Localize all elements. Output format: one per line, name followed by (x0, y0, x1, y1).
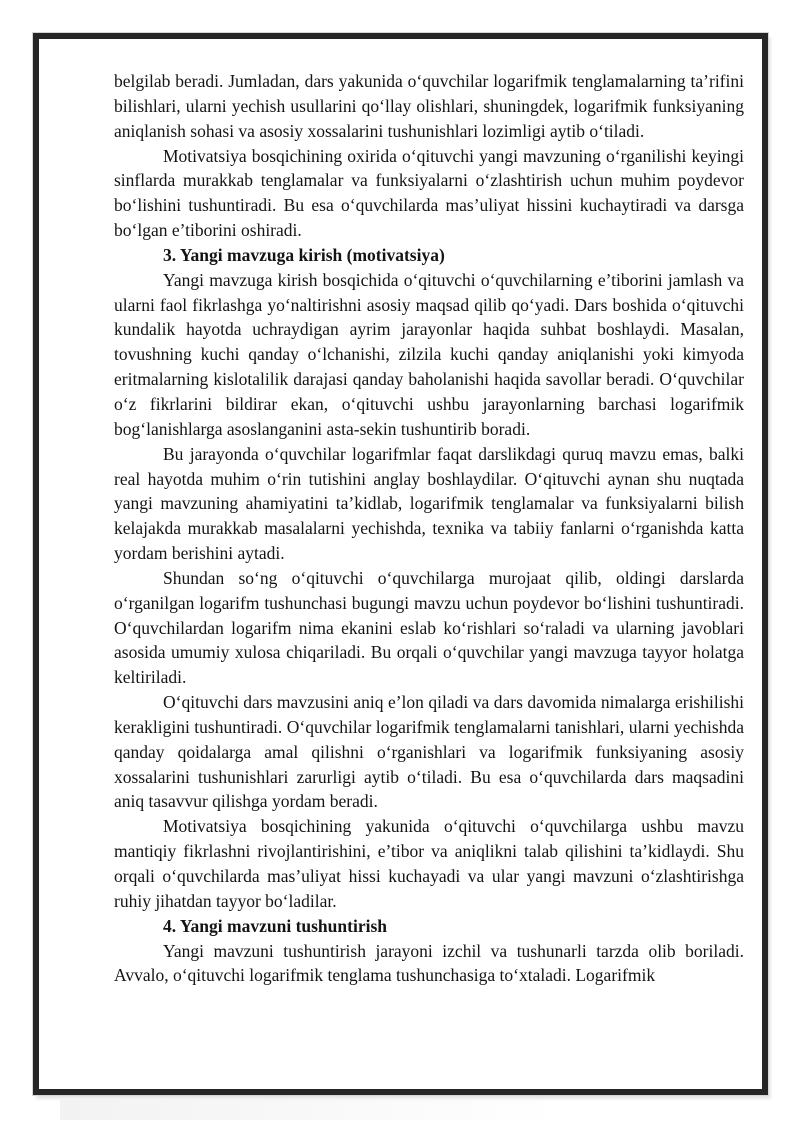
page-content (114, 69, 744, 1069)
paragraph: Bu jarayonda o‘quvchilar logarifmlar faqat darslikdagi quruq mavzu emas, balki real hayotda muhim o‘rin tutishini anglay boshlaydilar. O‘qituvchi aynan shu nuqtada yangi mavzuning ahamiyatini ta’kidlab, logarifmik tenglamalar va funksiyalarni bilish kelajakda murakkab masalalarni yechishda, texnika va tabiiy fanlarni o‘rganishda katta yordam berishini aytadi. (114, 443, 744, 564)
page-border-frame (33, 33, 768, 1095)
paragraph: O‘qituvchi dars mavzusini aniq e’lon qiladi va dars davomida nimalarga erishilishi kerakligini tushuntiradi. O‘quvchilar logarifmik tenglamalarni tanishlari, ularni yechishda qanday qoidalarga amal qilishni o‘rganishlari va logarifmik funksiyaning asosiy xossalarini tushunishlari zarurligi aytib o‘tiladi. Bu esa o‘quvchilarda dars maqsadini aniq tasavvur qilishga yordam beradi. (114, 692, 744, 812)
paragraph: Motivatsiya bosqichining oxirida o‘qituvchi yangi mavzuning o‘rganilishi keyingi sinflarda murakkab tenglamalar va funksiyalarni o‘zlashtirish uchun muhim poydevor bo‘lishini tushuntiradi. Bu esa o‘quvchilarda mas’uliyat hissini kuchaytiradi va darsga bo‘lgan e’tiborini oshiradi. (114, 145, 744, 241)
paragraph: belgilab beradi. Jumladan, dars yakunida o‘quvchilar logarifmik tenglamalarning ta’rifini bilishlari, ularni yechish usullarini qo‘llay olishlari, shuningdek, logarifmik funksiyaning aniqlanish sohasi va asosiy xossalarini tushunishlari lozimligi aytib o‘tiladi. (114, 71, 744, 141)
section-heading: 3. Yangi mavzuga kirish (motivatsiya) (163, 244, 445, 265)
paragraph: Motivatsiya bosqichining yakunida o‘qituvchi o‘quvchilarga ushbu mavzu mantiqiy fikrlashni rivojlantirishini, e’tibor va aniqlikni talab qilishini ta’kidlaydi. Shu orqali o‘quvchilarda mas’uliyat hissi kuchayadi va ular yangi mavzuni o‘zlashtirishga ruhiy jihatdan tayyor bo‘ladilar. (114, 816, 744, 911)
paragraph: Shundan so‘ng o‘qituvchi o‘quvchilarga murojaat qilib, oldingi darslarda o‘rganilgan logarifm tushunchasi bugungi mavzu uchun poydevor bo‘lishini tushuntiradi. O‘quvchilardan logarifm nima ekanini eslab ko‘rishlari so‘raladi va ularning javoblari asosida umumiy xulosa chiqariladi. Bu orqali o‘quvchilar yangi mavzuga tayyor holatga keltiriladi. (114, 567, 744, 688)
scan-shadow-artifact (60, 1100, 560, 1120)
paragraph: Yangi mavzuga kirish bosqichida o‘qituvchi o‘quvchilarning e’tiborini jamlash va ularni faol fikrlashga yo‘naltirishni asosiy maqsad qilib qo‘yadi. Dars boshida o‘qituvchi kundalik hayotda uchraydigan ayrim jarayonlar haqida suhbat boshlaydi. Masalan, tovushning kuchi qanday o‘lchanishi, zilzila kuchi qanday aniqlanishi yoki kimyoda eritmalarning kislotalilik darajasi qanday baholanishi haqida savollar beradi. O‘quvchilar o‘z fikrlarini bildirar ekan, o‘qituvchi ushbu jarayonlarning barchasi logarifmik bog‘lanishlarga asoslanganini asta-sekin tushuntirib boradi. (114, 269, 744, 439)
section-heading: 4. Yangi mavzuni tushuntirish (163, 915, 387, 936)
paragraph: Yangi mavzuni tushuntirish jarayoni izchil va tushunarli tarzda olib boriladi. Avvalo, o‘qituvchi logarifmik tenglama tushunchasiga to‘xtaladi. Logarifmik (114, 940, 744, 986)
